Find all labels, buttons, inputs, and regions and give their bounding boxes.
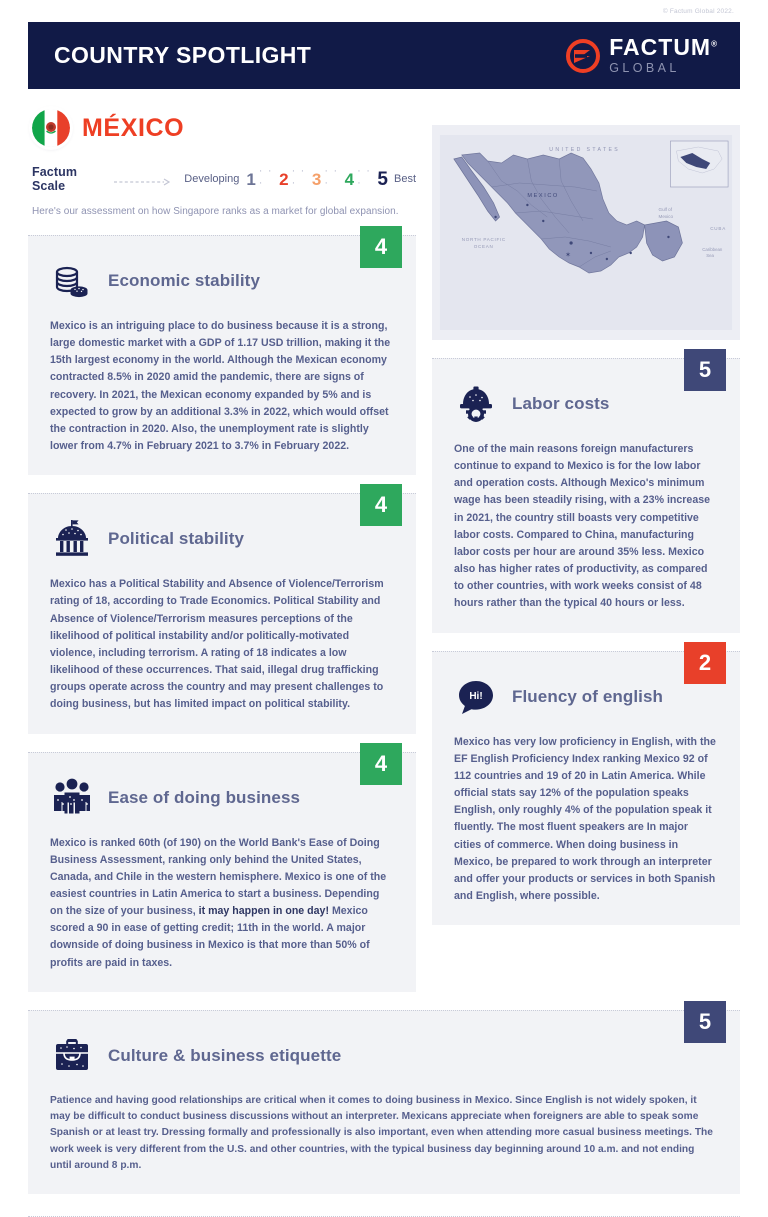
hard-hat-gear-icon: [454, 382, 498, 426]
svg-text:✶: ✶: [565, 251, 572, 260]
card-title-fluency: Fluency of english: [512, 686, 664, 706]
card-title-political: Political stability: [108, 529, 245, 549]
svg-text:Mexico: Mexico: [658, 213, 673, 220]
ease-text-highlight: it may happen in one day!: [198, 905, 329, 918]
copyright-text: © Factum Global 2022.: [662, 8, 734, 15]
map-label-mexico: MEXICO: [527, 192, 559, 200]
card-political-stability: [28, 493, 416, 733]
scale-separator: · · ·: [357, 165, 372, 189]
card-body-labor: One of the main reasons foreign manufacturers continue to expand to Mexico is for the low labor and operation costs. Although Mexico's minimum wage has been steadily rising, with a 23% increase in 2021, the country still boasts very competitive labor costs. Compared to China, manufacturing labor costs per hour are around 35% less. Mexico also has higher rates of productivity, as compared to other countries, with work weeks consist of 48 hours rather than the typical 40 hours or less.: [454, 443, 711, 610]
people-group-icon: [50, 776, 94, 820]
page-title: COUNTRY SPOTLIGHT: [54, 42, 312, 68]
scale-points: [246, 167, 388, 191]
scale-point-2: 2: [279, 169, 289, 189]
card-ease-of-doing-business: [28, 752, 416, 992]
mexico-flag-icon: [32, 109, 70, 147]
page-header: [28, 22, 740, 89]
score-badge-economic: 4: [360, 226, 402, 268]
briefcase-icon: [50, 1034, 94, 1078]
ease-text-part1: Mexico is ranked 60th (of 190) on the World Bank's Ease of Doing Business Assessment, ranking only behind the United States, Canada, and Chile in the western hemisphere. Mexico is one of the easiest countries in Latin America to start a business. Depending on the size of your business,: [50, 836, 387, 918]
logo-subtitle: GLOBAL: [609, 61, 680, 76]
factum-global-logo: [566, 36, 718, 75]
scale-high-label: Best: [393, 173, 416, 185]
score-badge-fluency: 2: [684, 642, 726, 684]
card-fluency-of-english: [432, 651, 740, 926]
score-badge-political: 4: [360, 484, 402, 526]
assessment-text: Here's our assessment on how Singapore ranks as a market for global expansion.: [32, 206, 399, 217]
card-economic-stability: [28, 235, 416, 475]
card-title-ease: Ease of doing business: [108, 787, 301, 807]
factum-scale-label: Factum Scale: [32, 165, 78, 193]
ease-text-part2: Mexico scored a 90 in ease of getting credit; 11th in the world. A major downside of doing business in Mexico is that more than 50% of profits are paid in taxes.: [50, 905, 370, 969]
svg-text:Sea: Sea: [706, 252, 714, 259]
country-heading: [32, 109, 416, 147]
speech-bubble-icon: [454, 675, 498, 719]
card-body-culture: Patience and having good relationships are critical when it comes to doing business in Mexico. Since English is not widely spoken, it may be difficult to conduct business discussions without an interpreter. Mexicans appreciate when foreigners are able to speak some Spanish or at least try. Dressing formally and professionally is also important, even when attending more casual business meetings. The work week is very different from the U.S. and other countries, with the typical business day beginning around 10 a.m. and not ending until around 8 p.m.: [50, 1094, 713, 1171]
card-labor-costs: [432, 358, 740, 633]
scale-separator: · · ·: [291, 165, 306, 189]
card-body-fluency: Mexico has very low proficiency in English, with the EF English Proficiency Index ranking Mexico 92 of 112 countries and 19 of 20 in Latin America. While official stats say 12% of the population speaks English, only roughly 4% of the population speak it fluently. The most fluent speakers are In major cities of commerce. When doing business in Mexico, be prepared to work through an interpreter and offer your products or services in both Spanish and English, where possible.: [454, 735, 716, 902]
registered-mark: ®: [711, 39, 718, 49]
score-badge-culture: 5: [684, 1001, 726, 1043]
government-building-icon: [50, 517, 94, 561]
factum-emblem-icon: [566, 39, 600, 73]
scale-point-3: 3: [311, 169, 322, 189]
map-label-cuba: CUBA: [710, 225, 727, 232]
scale-separator: · · ·: [324, 165, 339, 189]
score-badge-ease: 4: [360, 743, 402, 785]
scale-point-1: 1: [246, 169, 256, 189]
country-name: MÉXICO: [82, 113, 185, 142]
card-body-political: Mexico has a Political Stability and Absence of Violence/Terrorism rating of 18, according to Trade Economics. Political Stability and Absence of Violence/Terrorism measures perceptions of the likelihood of political instability and/or politically-motivated violence, including terrorism. A rating of 18 indicates a low likelihood of these occurrences. That said, illegal drug trafficking groups operate across the country and may present challenges to doing business, but has limited impact on political stability.: [50, 578, 384, 711]
mexico-map: [432, 125, 740, 340]
map-label-gulf: Gulf of: [658, 206, 672, 213]
card-body-ease: [50, 835, 394, 972]
card-title-economic: Economic stability: [108, 271, 261, 290]
card-body-economic: Mexico is an intriguing place to do business because it is a strong, large domestic market with a GDP of 1.17 USD trillion, making it the 15th largest economy in the world. Although the Mexican economy contracted 8.5% in 2020 amid the pandemic, there are signs of recovery. In 2021, the Mexican economy expanded by 5% and is expected to grow by an additional 3.3% in 2022, which would offset the contraction in 2020. Also, the unemployment rate is slightly lower from 4.7% in February 2021 to 3.7% in February 2022.: [50, 320, 391, 453]
card-culture-business-etiquette: [28, 1010, 740, 1195]
speech-bubble-text: Hi!: [469, 690, 483, 702]
scale-separator: · · ·: [258, 165, 273, 189]
scale-point-5: 5: [377, 168, 388, 190]
scale-low-label: Developing: [184, 173, 240, 185]
score-badge-labor: 5: [684, 349, 726, 391]
logo-wordmark: FACTUM®: [609, 34, 718, 61]
map-label-caribbean: Caribbean: [702, 246, 723, 253]
svg-text:OCEAN: OCEAN: [473, 243, 494, 250]
card-title-labor: Labor costs: [512, 394, 610, 413]
scale-point-4: 4: [344, 169, 355, 189]
factum-scale: [32, 165, 416, 193]
arrow-right-icon: [112, 174, 174, 184]
card-title-culture: Culture & business etiquette: [108, 1045, 342, 1065]
coins-stack-icon: [50, 259, 94, 303]
map-label-usa: UNITED STATES: [549, 146, 621, 154]
map-label-pacific: NORTH PACIFIC: [461, 236, 506, 243]
